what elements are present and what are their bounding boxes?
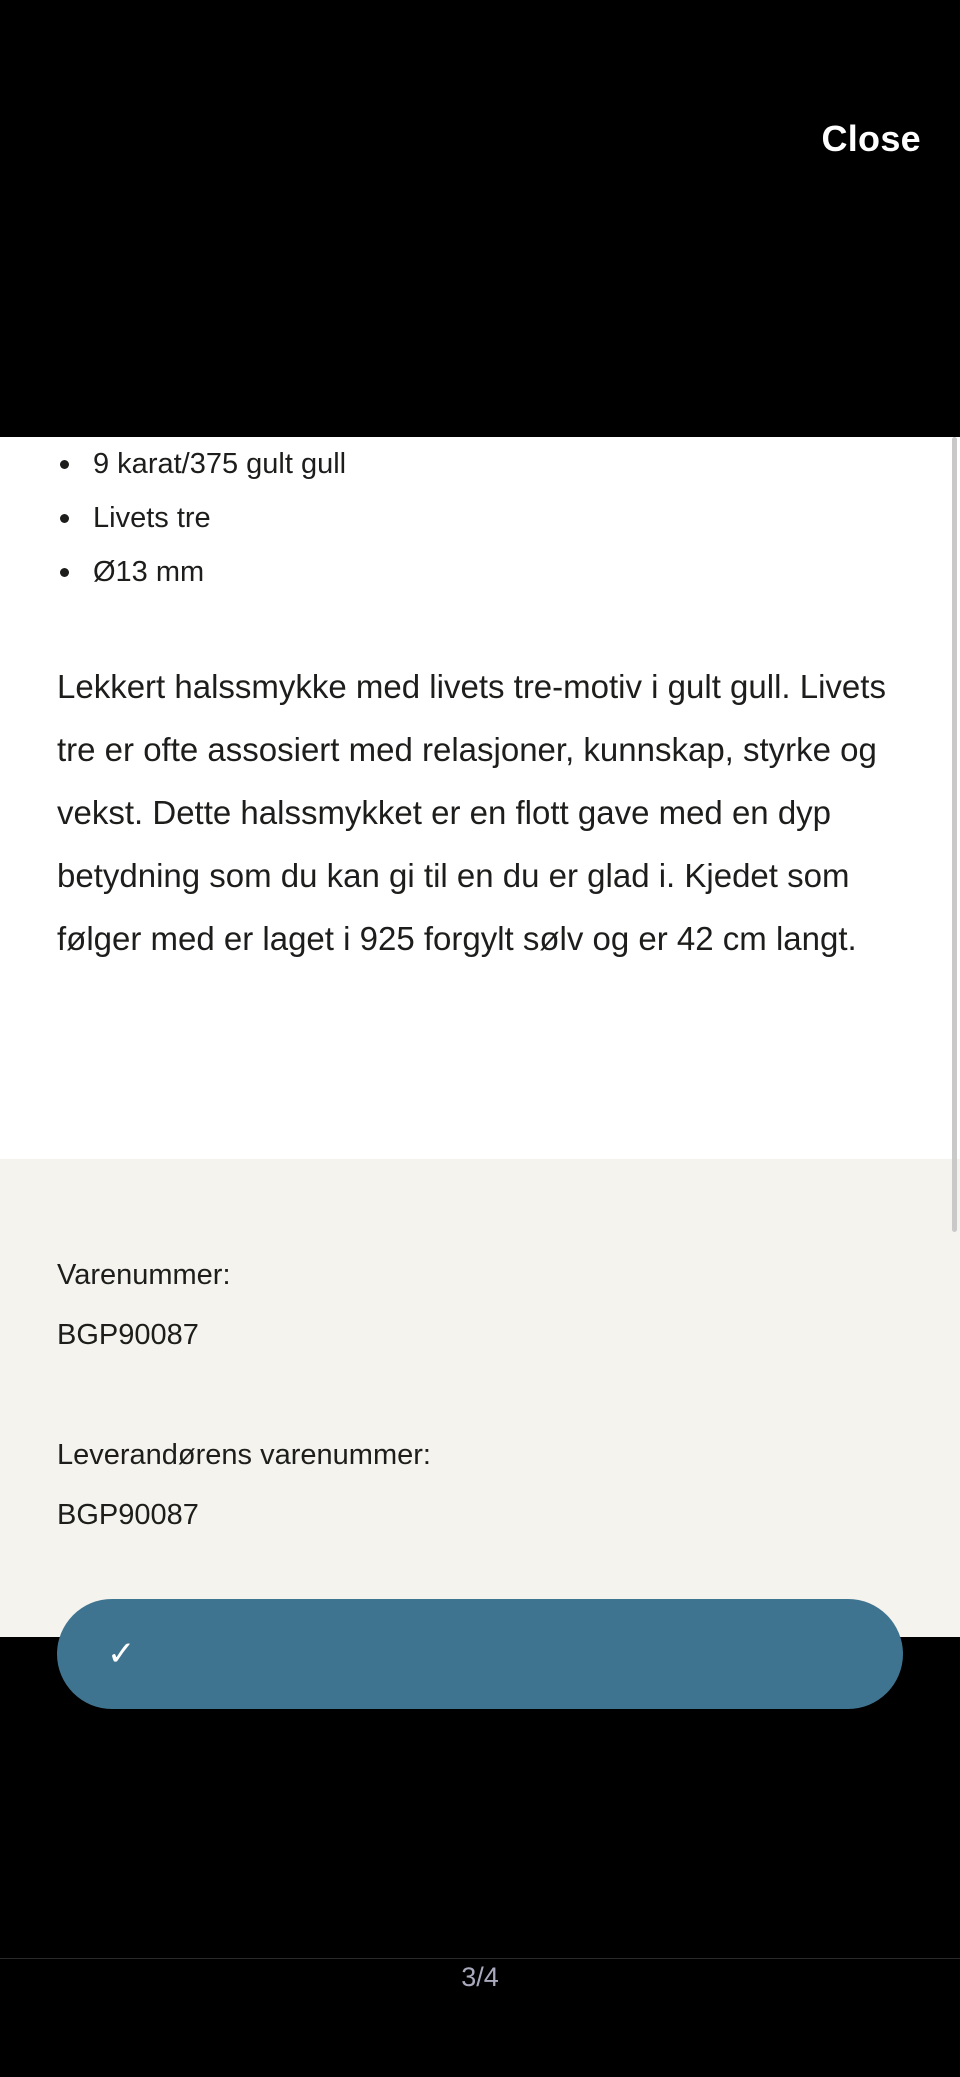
checkmark-icon: ✓	[107, 1635, 136, 1673]
add-to-cart-button[interactable]	[57, 1599, 903, 1709]
page-indicator: 3/4	[461, 1962, 499, 1992]
item-number-label: Varenummer:	[57, 1259, 231, 1291]
supplier-number-value: BGP90087	[57, 1499, 199, 1531]
spec-text: Livets tre	[93, 502, 211, 534]
product-description: Lekkert halssmykke med livets tre-motiv i gult gull. Livets tre er ofte assosiert med relasjoner, kunnskap, styrke og vekst. Dette halssmykket er en flott gave med en dyp betydning som du kan gi til en du er glad i. Kjedet som følger med er laget i 925 forgylt sølv og er 42 cm langt.	[57, 668, 886, 957]
product-description-section	[0, 437, 960, 1159]
product-info-panel	[0, 1159, 960, 1637]
spec-text: 9 karat/375 gult gull	[93, 448, 347, 480]
supplier-number-label: Leverandørens varenummer:	[57, 1439, 431, 1471]
scrollbar[interactable]	[950, 437, 960, 1637]
bullet-icon	[60, 460, 69, 469]
bullet-icon	[60, 514, 69, 523]
item-number-value: BGP90087	[57, 1319, 199, 1351]
spec-item-size	[57, 545, 346, 599]
spec-text: Ø13 mm	[93, 556, 205, 588]
pager-divider	[0, 1958, 960, 1959]
spec-item-motif	[57, 491, 346, 545]
spec-list	[57, 437, 346, 599]
close-button[interactable]: Close	[821, 118, 921, 159]
spec-item-karat	[57, 437, 346, 491]
screenshot-content	[0, 437, 960, 1673]
scrollbar-thumb[interactable]	[952, 437, 957, 1232]
bullet-icon	[60, 568, 69, 577]
